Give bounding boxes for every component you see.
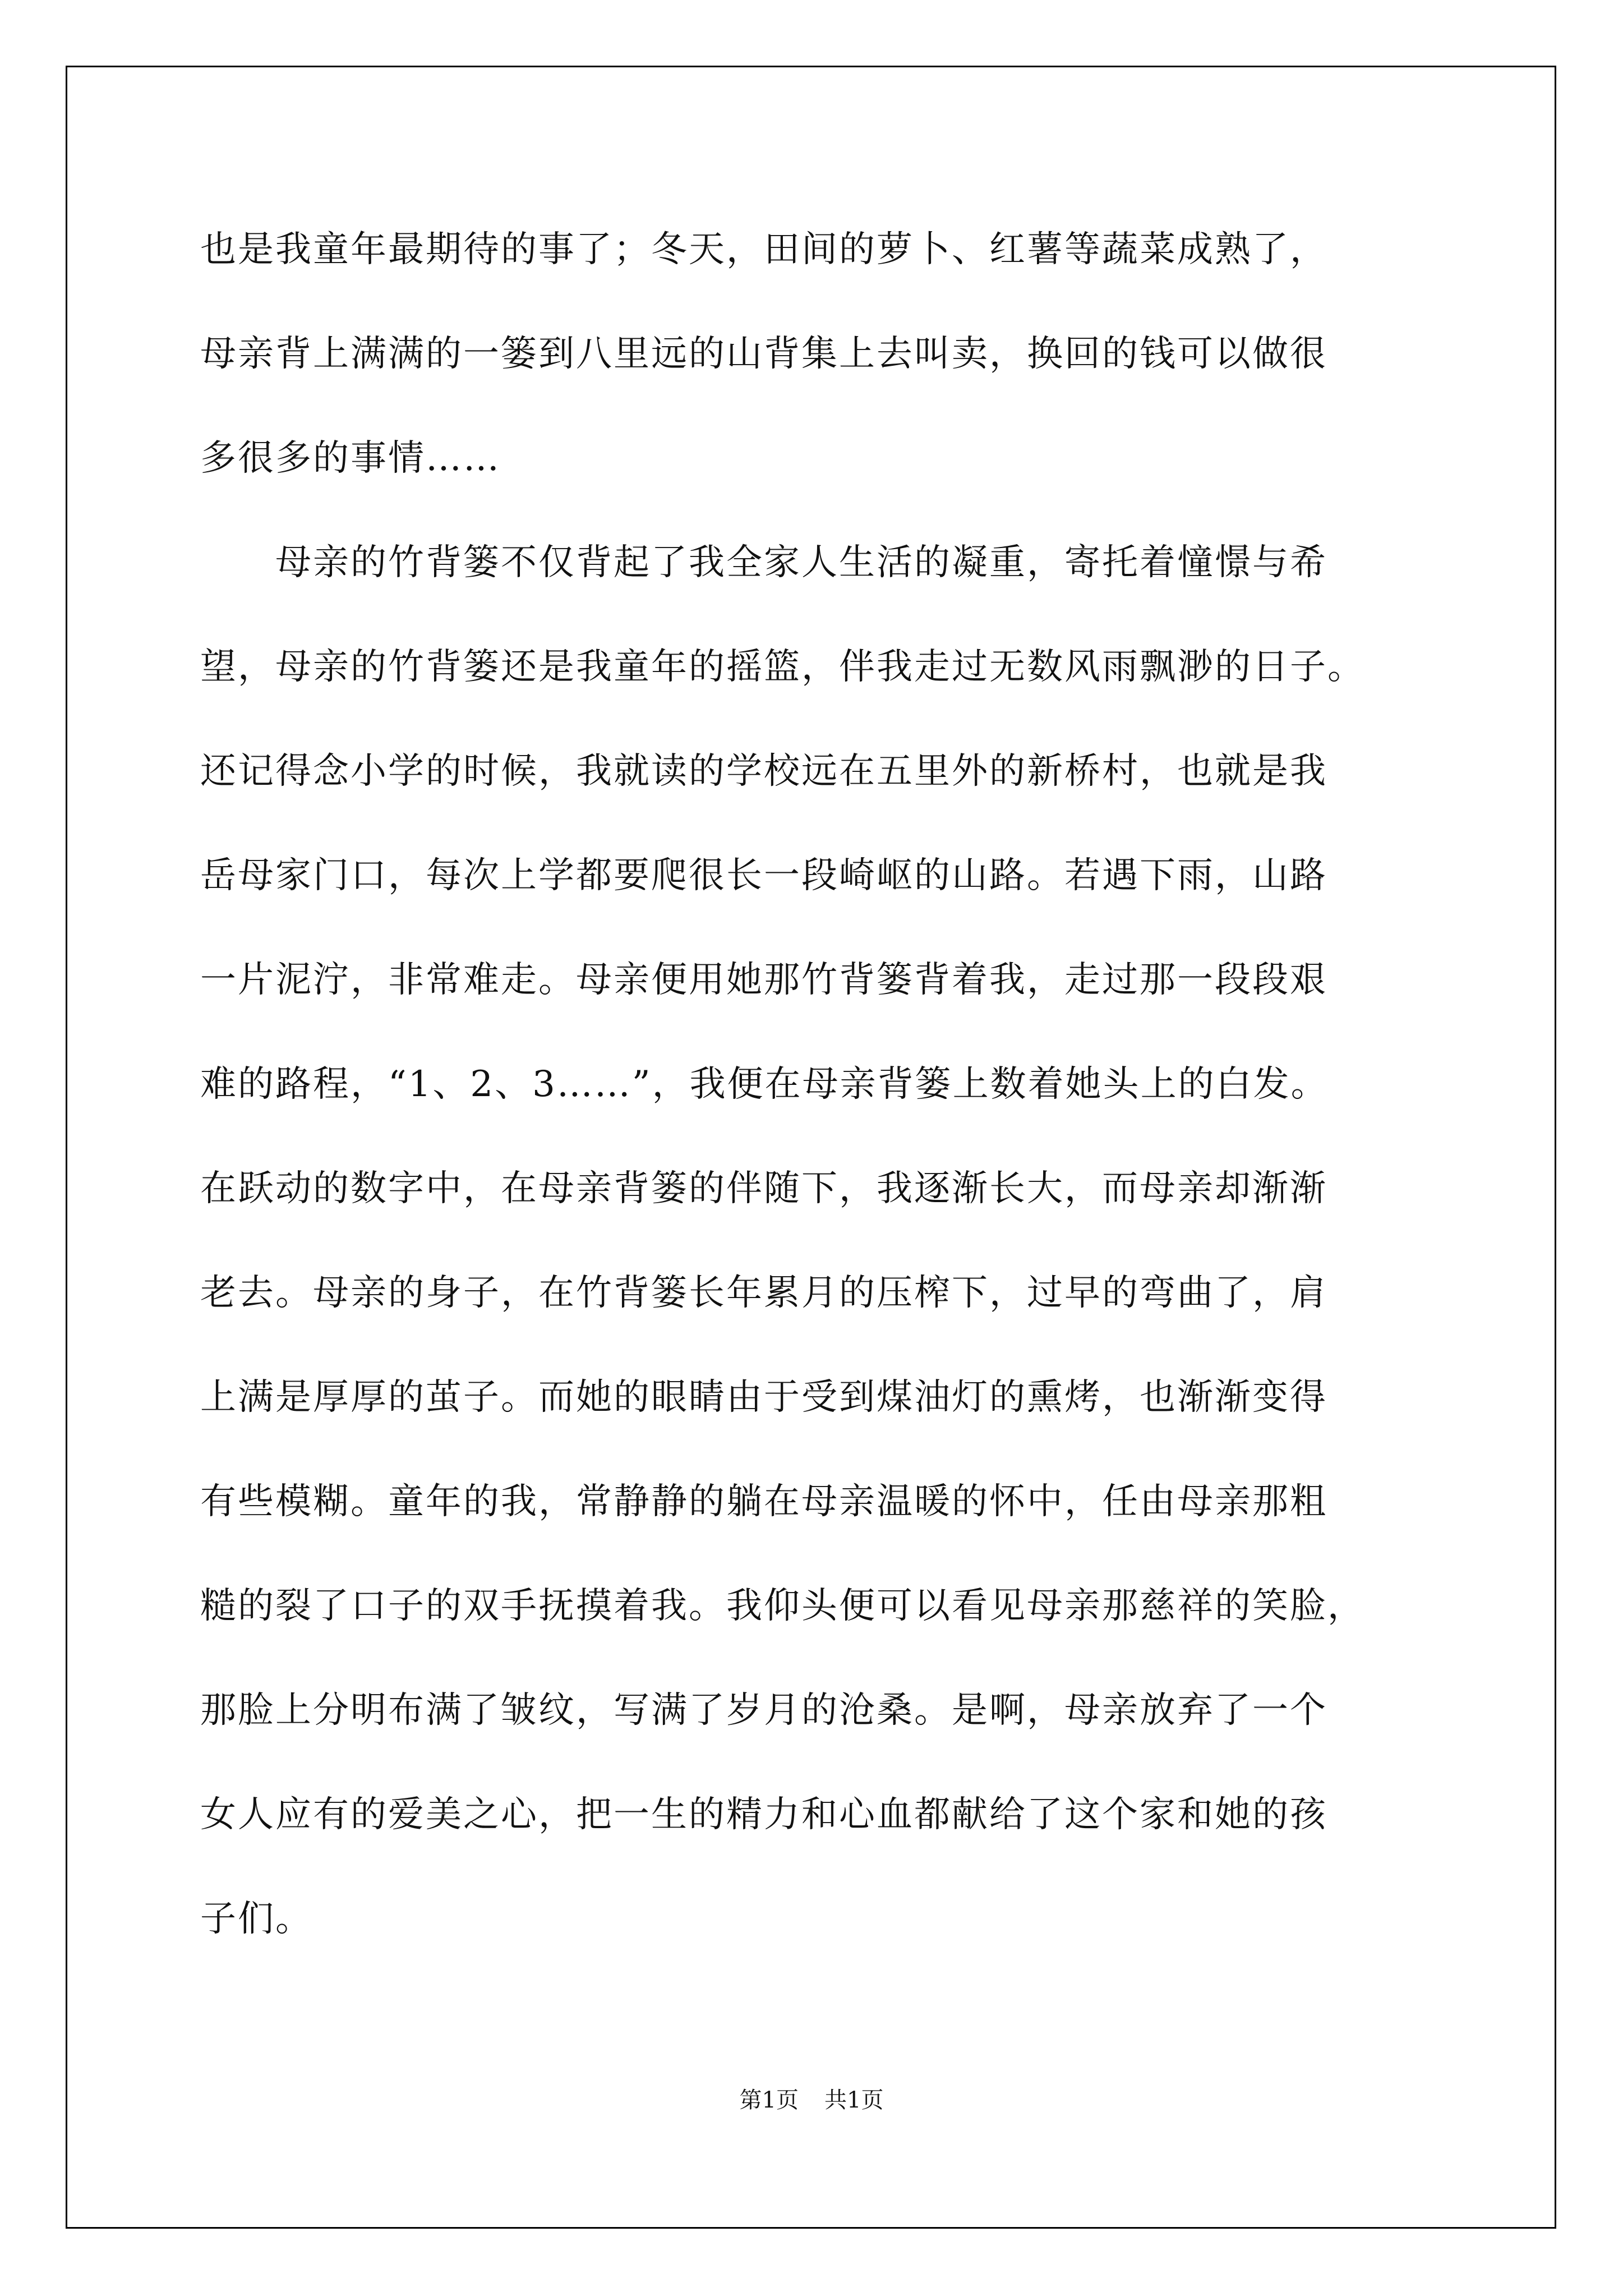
page-total: 共1页 <box>824 2087 884 2113</box>
text-line: 一片泥泞，非常难走。母亲便用她那竹背篓背着我，走过那一段段艰 <box>200 959 1327 1001</box>
text-line: 母亲的竹背篓不仅背起了我全家人生活的凝重，寄托着憧憬与希 <box>200 542 1327 583</box>
text-line: 也是我童年最期待的事了；冬天，田间的萝卜、红薯等蔬菜成熟了， <box>200 229 1327 270</box>
text-line: 老去。母亲的身子，在竹背篓长年累月的压榨下，过早的弯曲了，肩 <box>200 1272 1327 1314</box>
text-line: 望，母亲的竹背篓还是我童年的摇篮，伴我走过无数风雨飘渺的日子。 <box>200 646 1365 688</box>
text-line: 难的路程，“1、2、3……”，我便在母亲背篓上数着她头上的白发。 <box>200 1064 1329 1105</box>
page-footer <box>0 2082 1623 2114</box>
text-line: 那脸上分明布满了皱纹，写满了岁月的沧桑。是啊，母亲放弃了一个 <box>200 1690 1327 1731</box>
text-line: 还记得念小学的时候，我就读的学校远在五里外的新桥村，也就是我 <box>200 751 1327 792</box>
text-line: 多很多的事情…… <box>200 438 501 479</box>
text-line: 岳母家门口，每次上学都要爬很长一段崎岖的山路。若遇下雨，山路 <box>200 855 1327 896</box>
text-line: 糙的裂了口子的双手抚摸着我。我仰头便可以看见母亲那慈祥的笑脸， <box>200 1585 1365 1627</box>
text-line: 母亲背上满满的一篓到八里远的山背集上去叫卖，换回的钱可以做很 <box>200 333 1327 375</box>
document-body <box>200 197 1431 1971</box>
text-line: 在跃动的数字中，在母亲背篓的伴随下，我逐渐长大，而母亲却渐渐 <box>200 1168 1327 1209</box>
page-number: 第1页 <box>739 2087 799 2113</box>
text-line: 有些模糊。童年的我，常静静的躺在母亲温暖的怀中，任由母亲那粗 <box>200 1481 1327 1522</box>
text-line: 女人应有的爱美之心，把一生的精力和心血都献给了这个家和她的孩 <box>200 1794 1327 1835</box>
text-line: 上满是厚厚的茧子。而她的眼睛由于受到煤油灯的熏烤，也渐渐变得 <box>200 1377 1327 1418</box>
text-line: 子们。 <box>200 1898 313 1940</box>
